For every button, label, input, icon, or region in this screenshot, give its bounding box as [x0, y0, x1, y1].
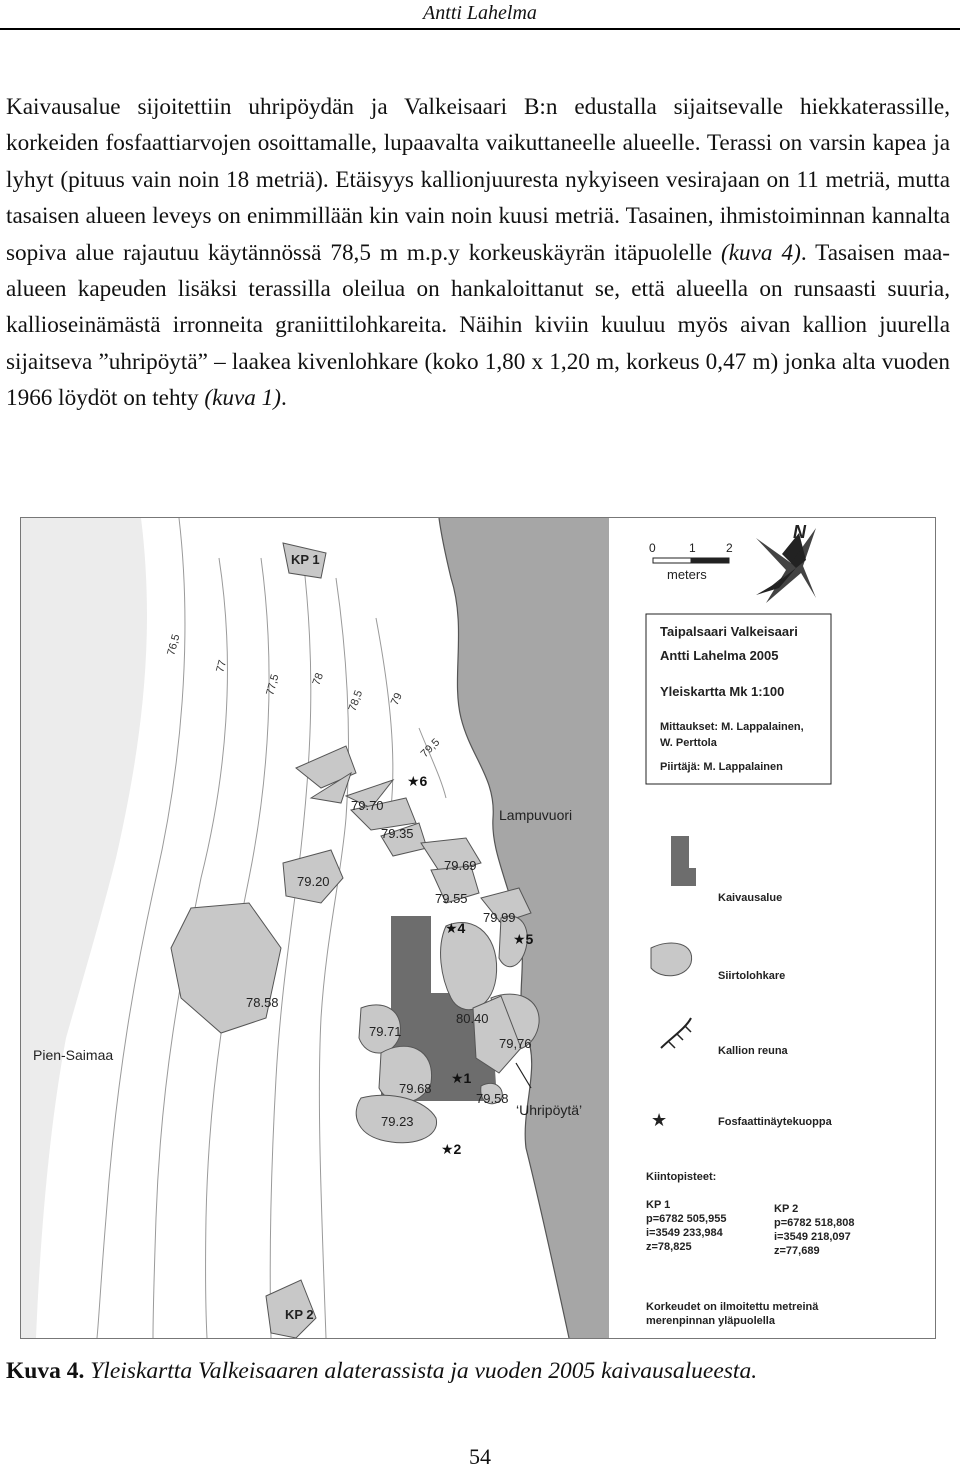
figure-caption	[6, 1356, 950, 1386]
elevation-label: 79.58	[476, 1091, 509, 1106]
uhripoyta-pointer	[516, 1063, 531, 1088]
phosphate-pit-marker: ★1	[451, 1070, 472, 1086]
page-header	[0, 0, 960, 30]
figure-reference-kuva-1: (kuva 1)	[204, 385, 281, 412]
map-legend	[651, 836, 833, 1130]
elevation-label: 79.99	[483, 910, 516, 925]
map-title-line: Piirtäjä: M. Lappalainen	[660, 761, 783, 773]
elevation-label: 79.70	[351, 798, 384, 813]
contour-label: 76,5	[165, 632, 183, 657]
legend-label-kallion-reuna: Kallion reuna	[718, 1045, 788, 1057]
kp2-i: i=3549 218,097	[774, 1231, 851, 1243]
map-title-line: Yleiskartta Mk 1:100	[660, 684, 785, 699]
contour-label: 77	[214, 658, 230, 674]
map-title-block	[646, 614, 831, 784]
kp1-i: i=3549 233,984	[646, 1227, 723, 1239]
caption-label: Kuva 4.	[6, 1358, 85, 1384]
phosphate-pit-marker: ★4	[445, 920, 466, 936]
paragraph-text-2: . Tasaisen maa-alueen kapeuden lisäksi terassilla oleilua on hankaloittanut se, että alueella on runsaasti suuria, kallioseinämästä irronneita graniittilohkareita. Näihin kiviin kuuluu myös aivan kallion juurella sijaitseva ”uhripöytä” – laakea kivenlohkare (koko 1,80 x 1,20 m, korkeus 0,47 m) jonka alta vuoden 1966 löydöt on tehty	[6, 239, 950, 412]
kp2-marker-label: KP 2	[285, 1307, 314, 1322]
pien-saimaa-label: Pien-Saimaa	[33, 1047, 114, 1063]
map-title-line: Taipalsaari Valkeisaari	[660, 624, 798, 639]
kp1-p: p=6782 505,955	[646, 1213, 727, 1225]
caption-text: Yleiskartta Valkeisaaren alaterassista ja vuoden 2005 kaivausalueesta.	[90, 1358, 758, 1384]
paragraph-text-3: .	[280, 385, 287, 412]
body-paragraph	[6, 89, 950, 417]
scale-tick-label: 2	[726, 541, 733, 555]
kp2-z: z=77,689	[774, 1245, 820, 1257]
legend-cliff-swatch	[661, 1018, 691, 1048]
phosphate-pit-marker: ★5	[513, 931, 534, 947]
phosphate-pit-marker: ★2	[441, 1141, 462, 1157]
scale-bar	[649, 541, 733, 582]
elevation-label: 79.35	[381, 826, 414, 841]
boulder	[171, 903, 281, 1033]
legend-star-swatch: ★	[651, 1110, 668, 1130]
kp1-marker-label: KP 1	[291, 552, 320, 567]
elevation-label: 79,76	[499, 1036, 532, 1051]
contour-label: 77,5	[264, 672, 282, 697]
map-title-line: W. Perttola	[660, 737, 717, 749]
lake-area	[21, 518, 147, 1338]
header-rule	[0, 28, 960, 30]
elevation-label: 79.55	[435, 891, 468, 906]
paragraph-text-1: Kaivausalue sijoitettiin uhripöydän ja Valkeisaari B:n edustalla sijaitsevalle hiekkaterassille, korkeiden fosfaattiarvojen osoittamalle, lupaavalta vaikuttaneelle alueelle. Terassi on varsin kapea ja lyhyt (pituus vain noin 18 metriä). Etäisyys kallionjuuresta nykyiseen vesirajaan on 11 metriä, mutta tasaisen alueen leveys on enimmillään kin vain noin kuusi metriä. Tasainen, ihmistoiminnan kannalta sopiva alue rajautuu käytännössä 78,5 m m.p.y korkeuskäyrän itäpuolelle	[6, 94, 950, 266]
site-map-figure	[20, 517, 936, 1339]
control-points-block	[646, 1171, 854, 1327]
legend-excavation-swatch	[671, 836, 696, 886]
elevation-label: 78.58	[246, 995, 279, 1010]
phosphate-pit-marker: ★6	[407, 773, 428, 789]
elevation-label: 80.40	[456, 1011, 489, 1026]
contour-label: 78	[310, 671, 327, 688]
scale-unit-label: meters	[667, 567, 707, 582]
lampuvuori-label: Lampuvuori	[499, 807, 573, 823]
map-title-line: Mittaukset: M. Lappalainen,	[660, 721, 804, 733]
kp1-label: KP 1	[646, 1199, 671, 1211]
elevation-note-line: merenpinnan yläpuolella	[646, 1315, 775, 1327]
north-label: N	[793, 522, 806, 542]
legend-label-fosfaatti: Fosfaattinäytekuoppa	[718, 1116, 832, 1128]
north-arrow	[756, 522, 816, 603]
contour-label: 79,5	[418, 736, 443, 761]
legend-label-kaivausalue: Kaivausalue	[718, 892, 783, 904]
elevation-label: 79.20	[297, 874, 330, 889]
legend-label-siirtolohkare: Siirtolohkare	[718, 970, 786, 982]
page-number: 54	[469, 1444, 491, 1469]
legend-boulder-swatch	[651, 943, 692, 976]
running-head-author: Antti Lahelma	[423, 2, 537, 24]
control-points-heading: Kiintopisteet:	[646, 1171, 717, 1183]
elevation-note-line: Korkeudet on ilmoitettu metreinä	[646, 1301, 819, 1313]
elevation-label: 79.71	[369, 1024, 402, 1039]
kp1-z: z=78,825	[646, 1241, 692, 1253]
kp2-p: p=6782 518,808	[774, 1217, 855, 1229]
contour-label: 78,5	[346, 688, 366, 714]
uhripoyta-label: ‘Uhripöytä’	[516, 1102, 583, 1118]
elevation-label: 79.69	[444, 858, 477, 873]
elevation-label: 79.23	[381, 1114, 414, 1129]
scale-tick-label: 1	[689, 541, 696, 555]
contour-label: 79	[388, 691, 405, 708]
figure-reference-kuva-4: (kuva 4)	[721, 239, 801, 266]
map-title-line: Antti Lahelma 2005	[660, 648, 779, 663]
elevation-label: 79.68	[399, 1081, 432, 1096]
kp2-label: KP 2	[774, 1203, 799, 1215]
scale-tick-label: 0	[649, 541, 656, 555]
